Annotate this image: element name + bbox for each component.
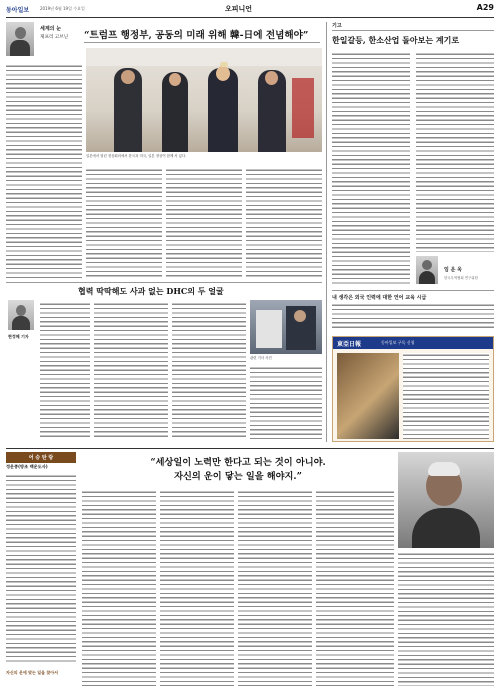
ad-brand: 東亞日報 <box>337 341 362 348</box>
second-photo-caption: 관련 기사 사진 <box>250 356 272 360</box>
bottom-quote: “세상일이 노력만 한다고 되는 것이 아니야. 자신의 운이 닿는 일을 해야지.” <box>150 457 326 482</box>
opinion-rule <box>332 290 494 291</box>
contribution-body-col2 <box>416 52 494 252</box>
main-body-col2 <box>86 168 162 278</box>
bottom-section-rule <box>6 448 494 449</box>
ad-header-bar <box>333 337 493 349</box>
column-author-name: 제프리 고브닌 <box>40 35 69 40</box>
masthead <box>6 3 494 17</box>
second-body-col2 <box>94 302 168 440</box>
bottom-author-name: 정운종(방조 백운도사) <box>6 464 48 469</box>
reporter-name: 현정혜 기자 <box>8 334 29 339</box>
main-body-col4 <box>246 168 322 278</box>
contribution-body-col1 <box>332 52 410 284</box>
contributor-role: 한국무역협회 연구위원 <box>444 276 478 280</box>
bottom-body-col3 <box>238 490 312 686</box>
summit-photo-caption: 일본에서 열린 정상회의에서 한국과 미국, 일본 정상이 함께 서 있다. <box>86 154 187 158</box>
bottom-left-box <box>6 452 76 688</box>
bottom-left-footer: 자신의 운에 맞는 일을 찾아서 <box>6 670 58 675</box>
second-headline: 협력 딱딱해도 사과 없는 DHC의 두 얼굴 <box>78 286 224 296</box>
issue-date: 2019년 6월 19일 수요일 <box>40 6 85 11</box>
second-body-col3 <box>172 302 246 440</box>
contribution-headline: 한일갈등, 한소산업 돌아보는 계기로 <box>332 35 460 45</box>
second-body-col4 <box>250 366 322 440</box>
bottom-kicker: 어 승 탄 랑 <box>6 452 76 463</box>
headline-underline <box>84 42 320 43</box>
main-col-divider <box>326 22 327 442</box>
main-body-col3 <box>166 168 242 278</box>
contribution-label: 기고 <box>332 23 342 29</box>
opinion-body <box>332 303 494 331</box>
bottom-left-body <box>6 474 76 664</box>
page-number: A29 <box>476 3 494 12</box>
second-body-col1 <box>40 302 90 440</box>
second-article-rule <box>6 282 322 283</box>
ad-block <box>332 336 494 442</box>
author-portrait <box>6 22 34 56</box>
bottom-body-col1 <box>82 490 156 686</box>
second-photo <box>250 300 322 354</box>
reporter-portrait <box>8 300 34 330</box>
summit-photo <box>86 48 322 152</box>
contributor-portrait <box>416 256 438 284</box>
contribution-rule <box>332 30 494 31</box>
ad-body <box>403 353 489 439</box>
column-kicker: 세계의 눈 <box>40 26 62 32</box>
bottom-portrait <box>398 452 494 548</box>
paper-name: 동아일보 <box>6 7 30 14</box>
ad-line1: 동아일보 구독 신청 <box>381 340 415 345</box>
opinion-headline: 내 생각은 외국 인력에 대한 언어 교육 시급 <box>332 295 427 301</box>
section-name: 오피니언 <box>225 5 253 13</box>
bottom-body-col5 <box>398 552 494 686</box>
main-body-col1 <box>6 64 82 278</box>
masthead-rule <box>6 17 494 18</box>
contributor-name: 임 운 욱 <box>444 267 462 273</box>
ad-photo <box>337 353 399 439</box>
bottom-body-col4 <box>316 490 394 686</box>
main-headline: “트럼프 행정부, 공동의 미래 위해 韓-日에 전념해야” <box>84 30 309 41</box>
bottom-body-col2 <box>160 490 234 686</box>
